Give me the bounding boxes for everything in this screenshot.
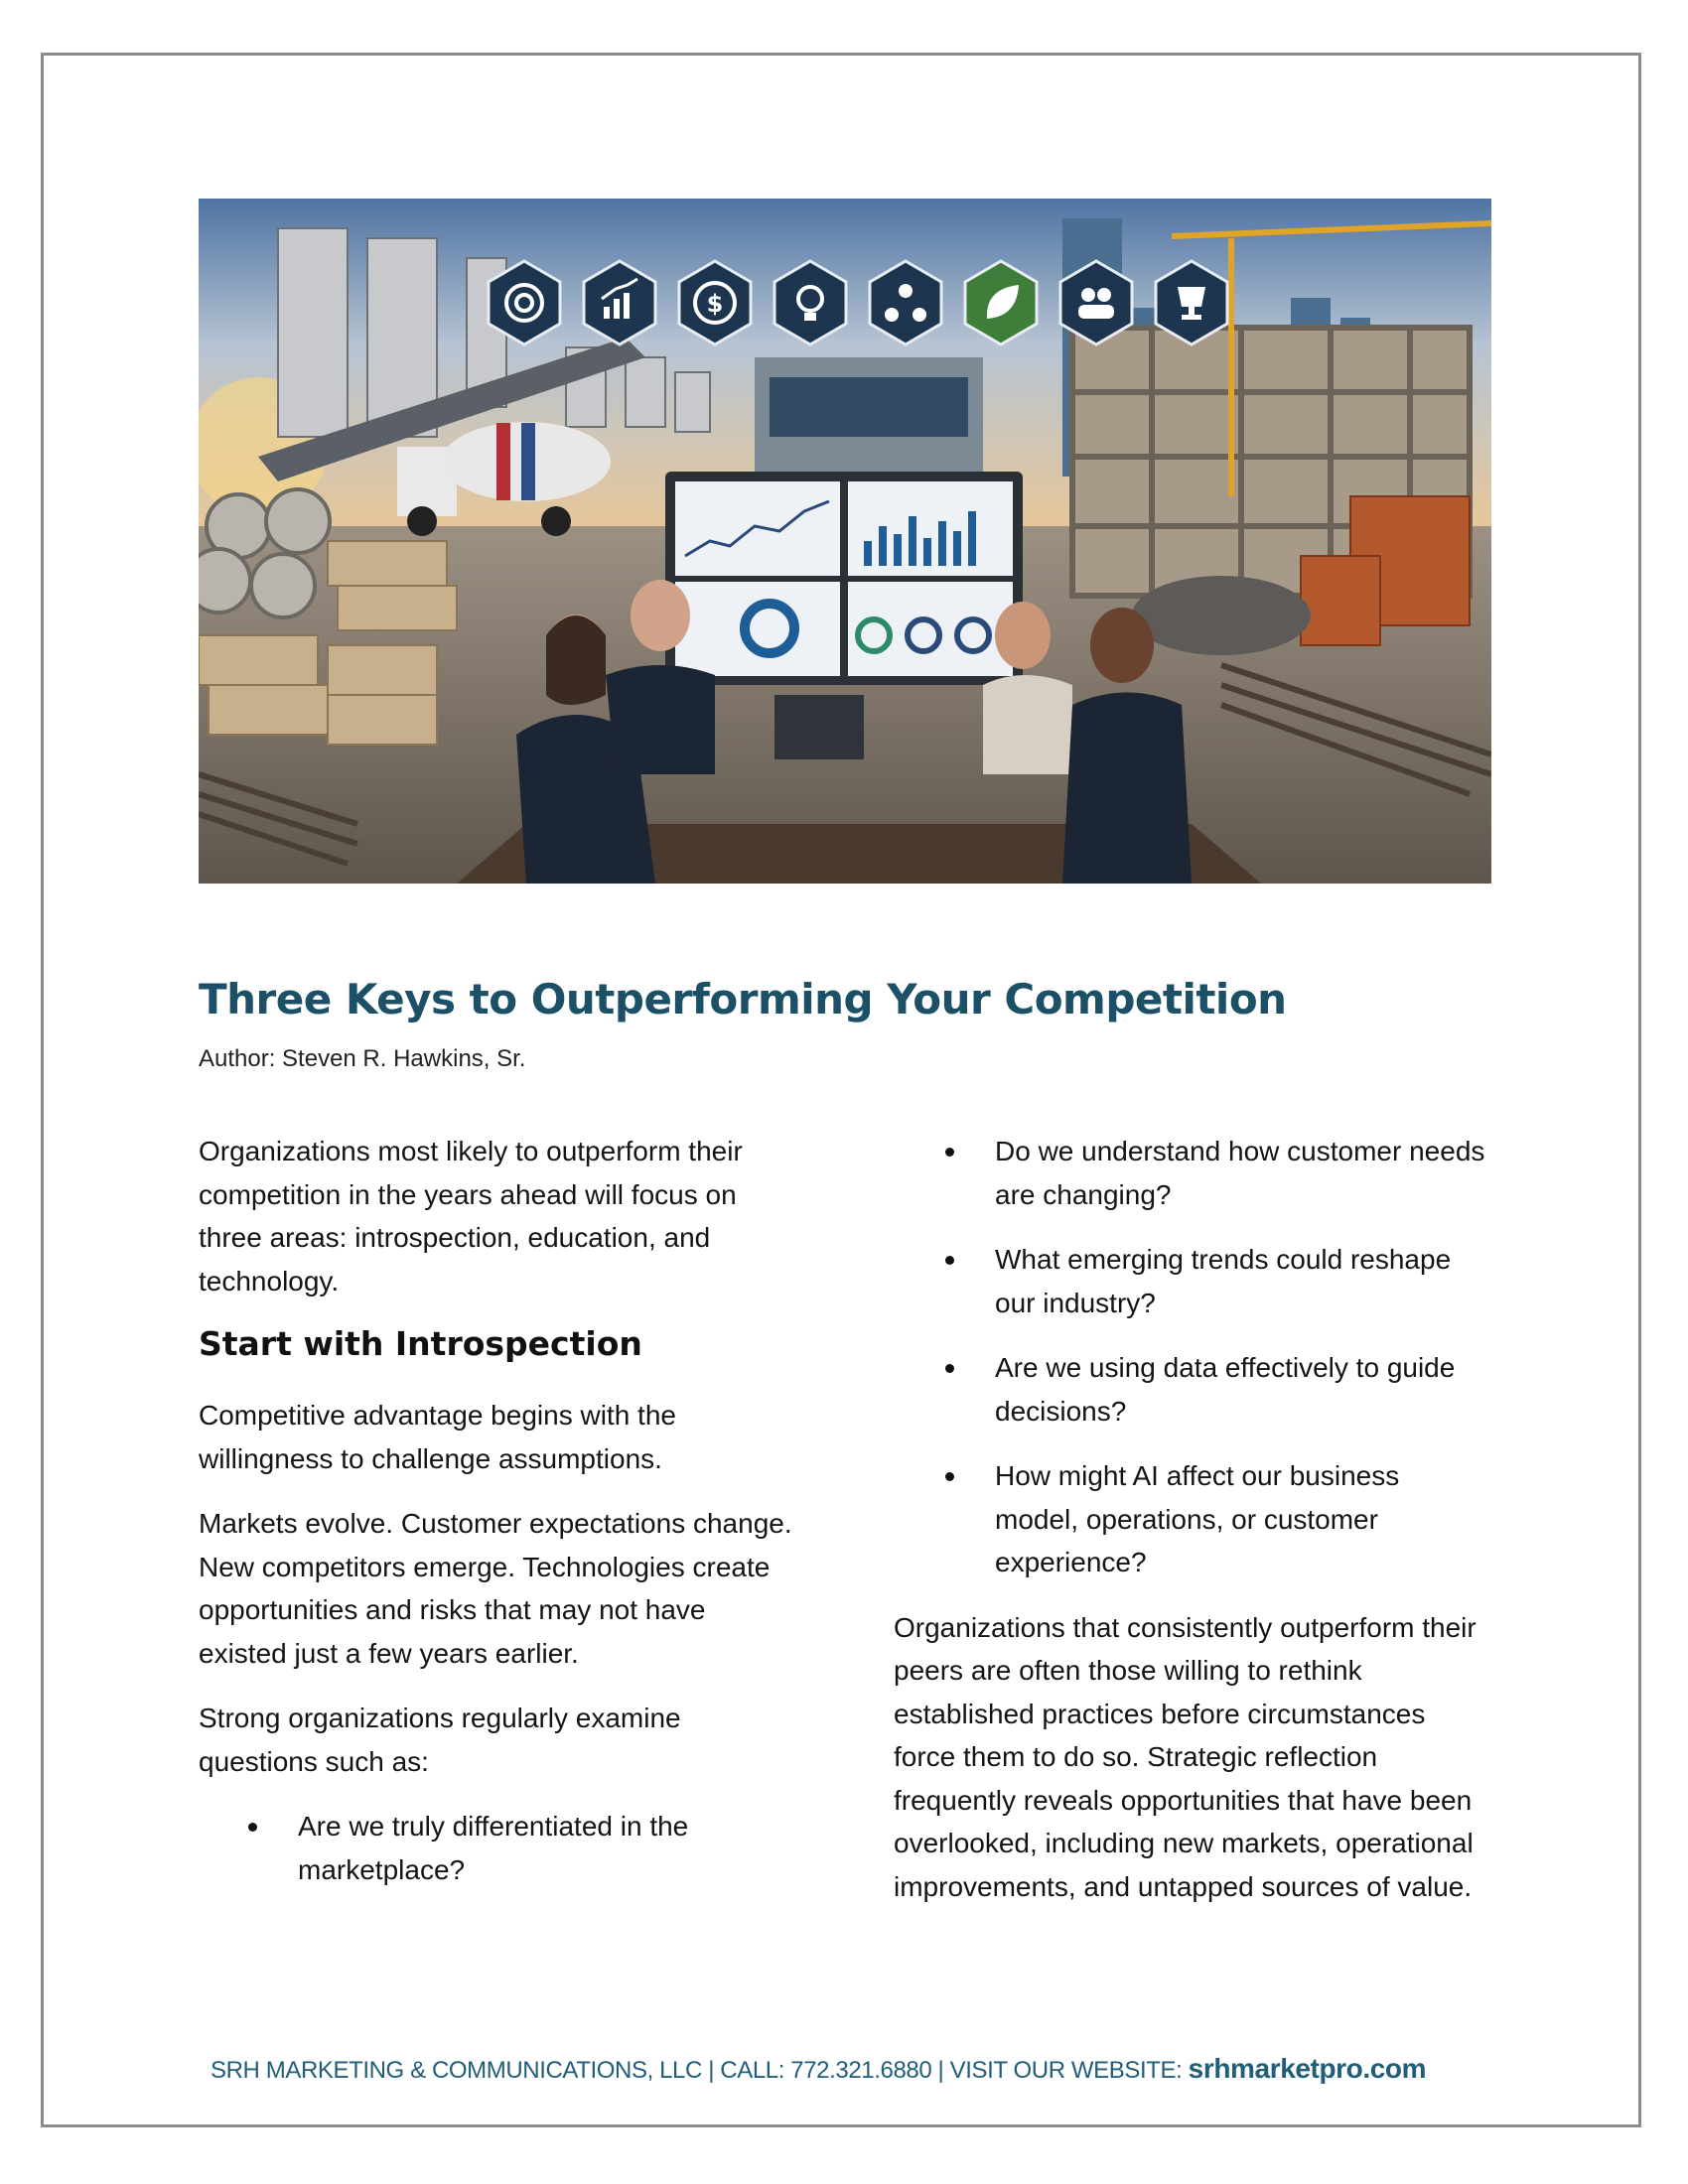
bullet-icon <box>945 1472 954 1481</box>
questions-list-left <box>199 1805 794 1891</box>
list-item <box>995 1454 1489 1584</box>
left-column <box>199 1130 794 1913</box>
author-line: Author: Steven R. Hawkins, Sr. <box>199 1045 526 1072</box>
list-item <box>298 1805 794 1891</box>
bullet-icon <box>945 1256 954 1265</box>
website-link[interactable]: srhmarketpro.com <box>1188 2053 1427 2084</box>
list-item-text: Are we using data effectively to guide decisions? <box>995 1352 1456 1427</box>
footer <box>211 2053 1426 2085</box>
questions-list-right <box>894 1130 1489 1584</box>
svg-text:$: $ <box>706 290 724 318</box>
article-title: Three Keys to Outperforming Your Competition <box>199 975 1287 1024</box>
list-item-text: Are we truly differentiated in the marketplace? <box>298 1811 689 1885</box>
footer-contact-text: SRH MARKETING & COMMUNICATIONS, LLC | CALL: 772.321.6880 | VISIT OUR WEBSITE: <box>211 2057 1189 2084</box>
list-item-text: What emerging trends could reshape our industry? <box>995 1244 1452 1318</box>
bullet-icon <box>945 1148 954 1157</box>
closing-paragraph: Organizations that consistently outperform their peers are often those willing to rethink established practices before circumstances force them to do so. Strategic reflection frequently reveals opportunities that have been overlooked, including new markets, operational improvements, and untapped sources of value. <box>894 1611 1477 1902</box>
list-item <box>995 1346 1489 1433</box>
right-column <box>894 1130 1489 1930</box>
list-item-text: Do we understand how customer needs are changing? <box>995 1136 1485 1210</box>
paragraph-1: Competitive advantage begins with the willingness to challenge assumptions. <box>199 1400 676 1474</box>
list-item-text: How might AI affect our business model, operations, or customer experience? <box>995 1460 1400 1577</box>
dashboard-screen <box>665 472 1023 685</box>
list-item <box>995 1238 1489 1324</box>
laptop <box>774 695 864 759</box>
paragraph-2: Markets evolve. Customer expectations change. New competitors emerge. Technologies create opportunities and risks that may not have existed just a few years earlier. <box>199 1508 792 1669</box>
paragraph-3: Strong organizations regularly examine questions such as: <box>199 1703 681 1777</box>
intro-paragraph: Organizations most likely to outperform their competition in the years ahead will focus on three areas: introspection, education, and technology. <box>199 1136 743 1297</box>
bullet-icon <box>248 1823 257 1832</box>
hero-image <box>199 199 1491 884</box>
gravel-pile <box>1132 576 1311 655</box>
section-heading: Start with Introspection <box>199 1324 642 1363</box>
bullet-icon <box>945 1364 954 1373</box>
list-item <box>995 1130 1489 1216</box>
